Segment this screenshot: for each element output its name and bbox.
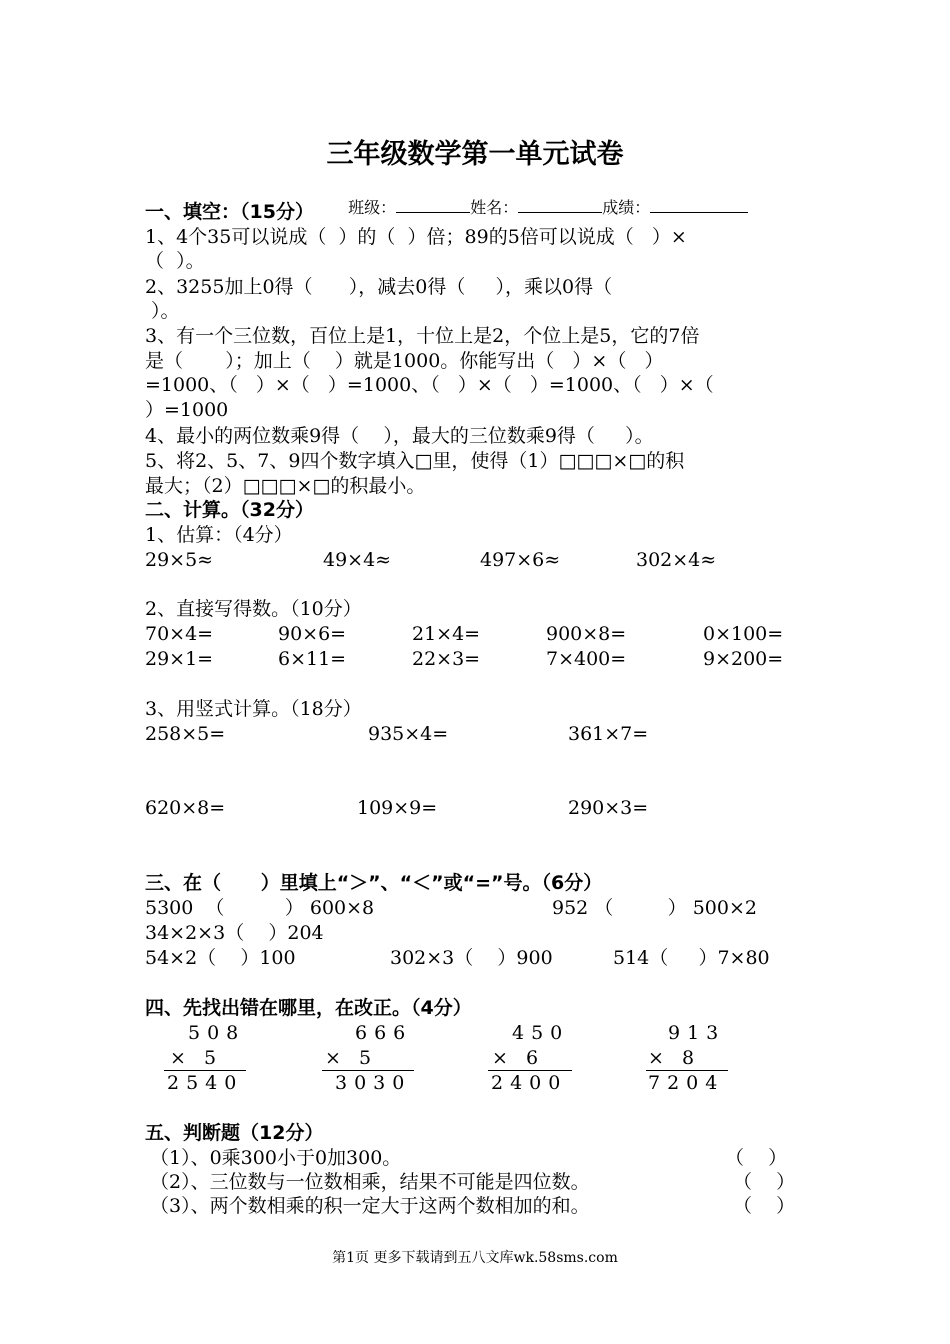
class-field[interactable] [396, 196, 470, 213]
judge-item: （1）、0乘300小于0加300。 [150, 1147, 402, 1169]
sec1-line: 4、最小的两位数乘9得（ ），最大的三位数乘9得（ ）。 [145, 425, 654, 447]
estimate-problem: 29×5≈ [145, 549, 214, 571]
vertical-label: 3、用竖式计算。（18分） [145, 698, 362, 720]
direct-problem: 900×8= [546, 623, 627, 645]
direct-problem: 0×100= [703, 623, 784, 645]
mult-result: 2540 [167, 1072, 244, 1094]
vertical-problem: 935×4= [368, 723, 449, 745]
vertical-problem: 620×8= [145, 797, 226, 819]
score-field[interactable] [650, 196, 748, 213]
mult-result: 2400 [491, 1072, 568, 1094]
page-footer: 第1页 更多下载请到五八文库wk.58sms.com [332, 1250, 618, 1266]
score-label: 成绩： [602, 198, 651, 217]
estimate-label: 1、估算：（4分） [145, 524, 293, 546]
mult-multiplier: × 5 [170, 1047, 217, 1069]
sec1-line: 1、4个35可以说成（ ）的（ ）倍；89的5倍可以说成（ ）× [145, 226, 687, 248]
vertical-problem: 109×9= [357, 797, 438, 819]
sec1-line: （ ）。 [145, 250, 205, 272]
sec1-line: 2、3255加上0得（ ），减去0得（ ），乘以0得（ [145, 276, 613, 298]
student-info-line [338, 176, 748, 218]
answer-paren[interactable]: （ ） [733, 1195, 796, 1217]
direct-problem: 21×4= [412, 623, 481, 645]
sec1-line: ）。 [145, 300, 180, 322]
vertical-problem: 361×7= [568, 723, 649, 745]
sec1-line: 是（ ）；加上（ ）就是1000。你能写出（ ）×（ ） [145, 350, 664, 372]
sec1-line: =1000、（ ）×（ ）=1000、（ ）×（ ）=1000、（ ）×（ [145, 374, 714, 396]
sec1-line: 5、将2、5、7、9四个数字填入□里，使得（1）□□□×□的积 [145, 450, 685, 472]
vertical-problem: 290×3= [568, 797, 649, 819]
mult-top: 450 [512, 1022, 570, 1044]
direct-problem: 9×200= [703, 648, 784, 670]
page-title: 三年级数学第一单元试卷 [326, 139, 624, 170]
compare-problem: 5300 （ ） 600×8 [145, 897, 375, 919]
section2-heading: 二、计算。（32分） [145, 499, 314, 521]
sec1-line: 3、有一个三位数，百位上是1，十位上是2，个位上是5，它的7倍 [145, 325, 700, 347]
section3-heading: 三、在（ ）里填上“＞”、“＜”或“=”号。（6分） [145, 872, 603, 894]
class-label: 班级： [348, 198, 397, 217]
direct-problem: 7×400= [546, 648, 627, 670]
direct-problem: 29×1= [145, 648, 214, 670]
mult-result: 3030 [335, 1072, 412, 1094]
mult-multiplier: × 8 [648, 1047, 695, 1069]
direct-problem: 22×3= [412, 648, 481, 670]
mult-top: 508 [188, 1022, 246, 1044]
compare-problem: 514（ ）7×80 [613, 947, 770, 969]
section1-heading: 一、填空：（15分） [145, 201, 314, 223]
estimate-problem: 497×6≈ [480, 549, 561, 571]
direct-problem: 70×4= [145, 623, 214, 645]
direct-problem: 90×6= [278, 623, 347, 645]
compare-problem: 302×3（ ）900 [390, 947, 553, 969]
vertical-problem: 258×5= [145, 723, 226, 745]
sec1-line: 最大；（2）□□□×□的积最小。 [145, 475, 426, 497]
section5-heading: 五、判断题（12分） [145, 1122, 324, 1144]
compare-problem: 54×2（ ）100 [145, 947, 296, 969]
mult-multiplier: × 5 [325, 1047, 372, 1069]
mult-top: 666 [355, 1022, 413, 1044]
mult-multiplier: × 6 [492, 1047, 539, 1069]
compare-problem: 952 （ ） 500×2 [552, 897, 757, 919]
estimate-problem: 302×4≈ [636, 549, 717, 571]
judge-item: （2）、三位数与一位数相乘，结果不可能是四位数。 [150, 1171, 590, 1193]
name-field[interactable] [518, 196, 602, 213]
direct-label: 2、直接写得数。（10分） [145, 598, 362, 620]
direct-problem: 6×11= [278, 648, 347, 670]
name-label: 姓名： [470, 198, 519, 217]
estimate-problem: 49×4≈ [323, 549, 392, 571]
answer-paren[interactable]: （ ） [733, 1171, 796, 1193]
compare-problem: 34×2×3（ ）204 [145, 922, 324, 944]
mult-result: 7204 [648, 1072, 725, 1094]
section4-heading: 四、先找出错在哪里，在改正。（4分） [145, 997, 472, 1019]
answer-paren[interactable]: （ ） [725, 1147, 788, 1169]
mult-top: 913 [668, 1022, 726, 1044]
judge-item: （3）、两个数相乘的积一定大于这两个数相加的和。 [150, 1195, 590, 1217]
sec1-line: ）=1000 [145, 399, 229, 421]
